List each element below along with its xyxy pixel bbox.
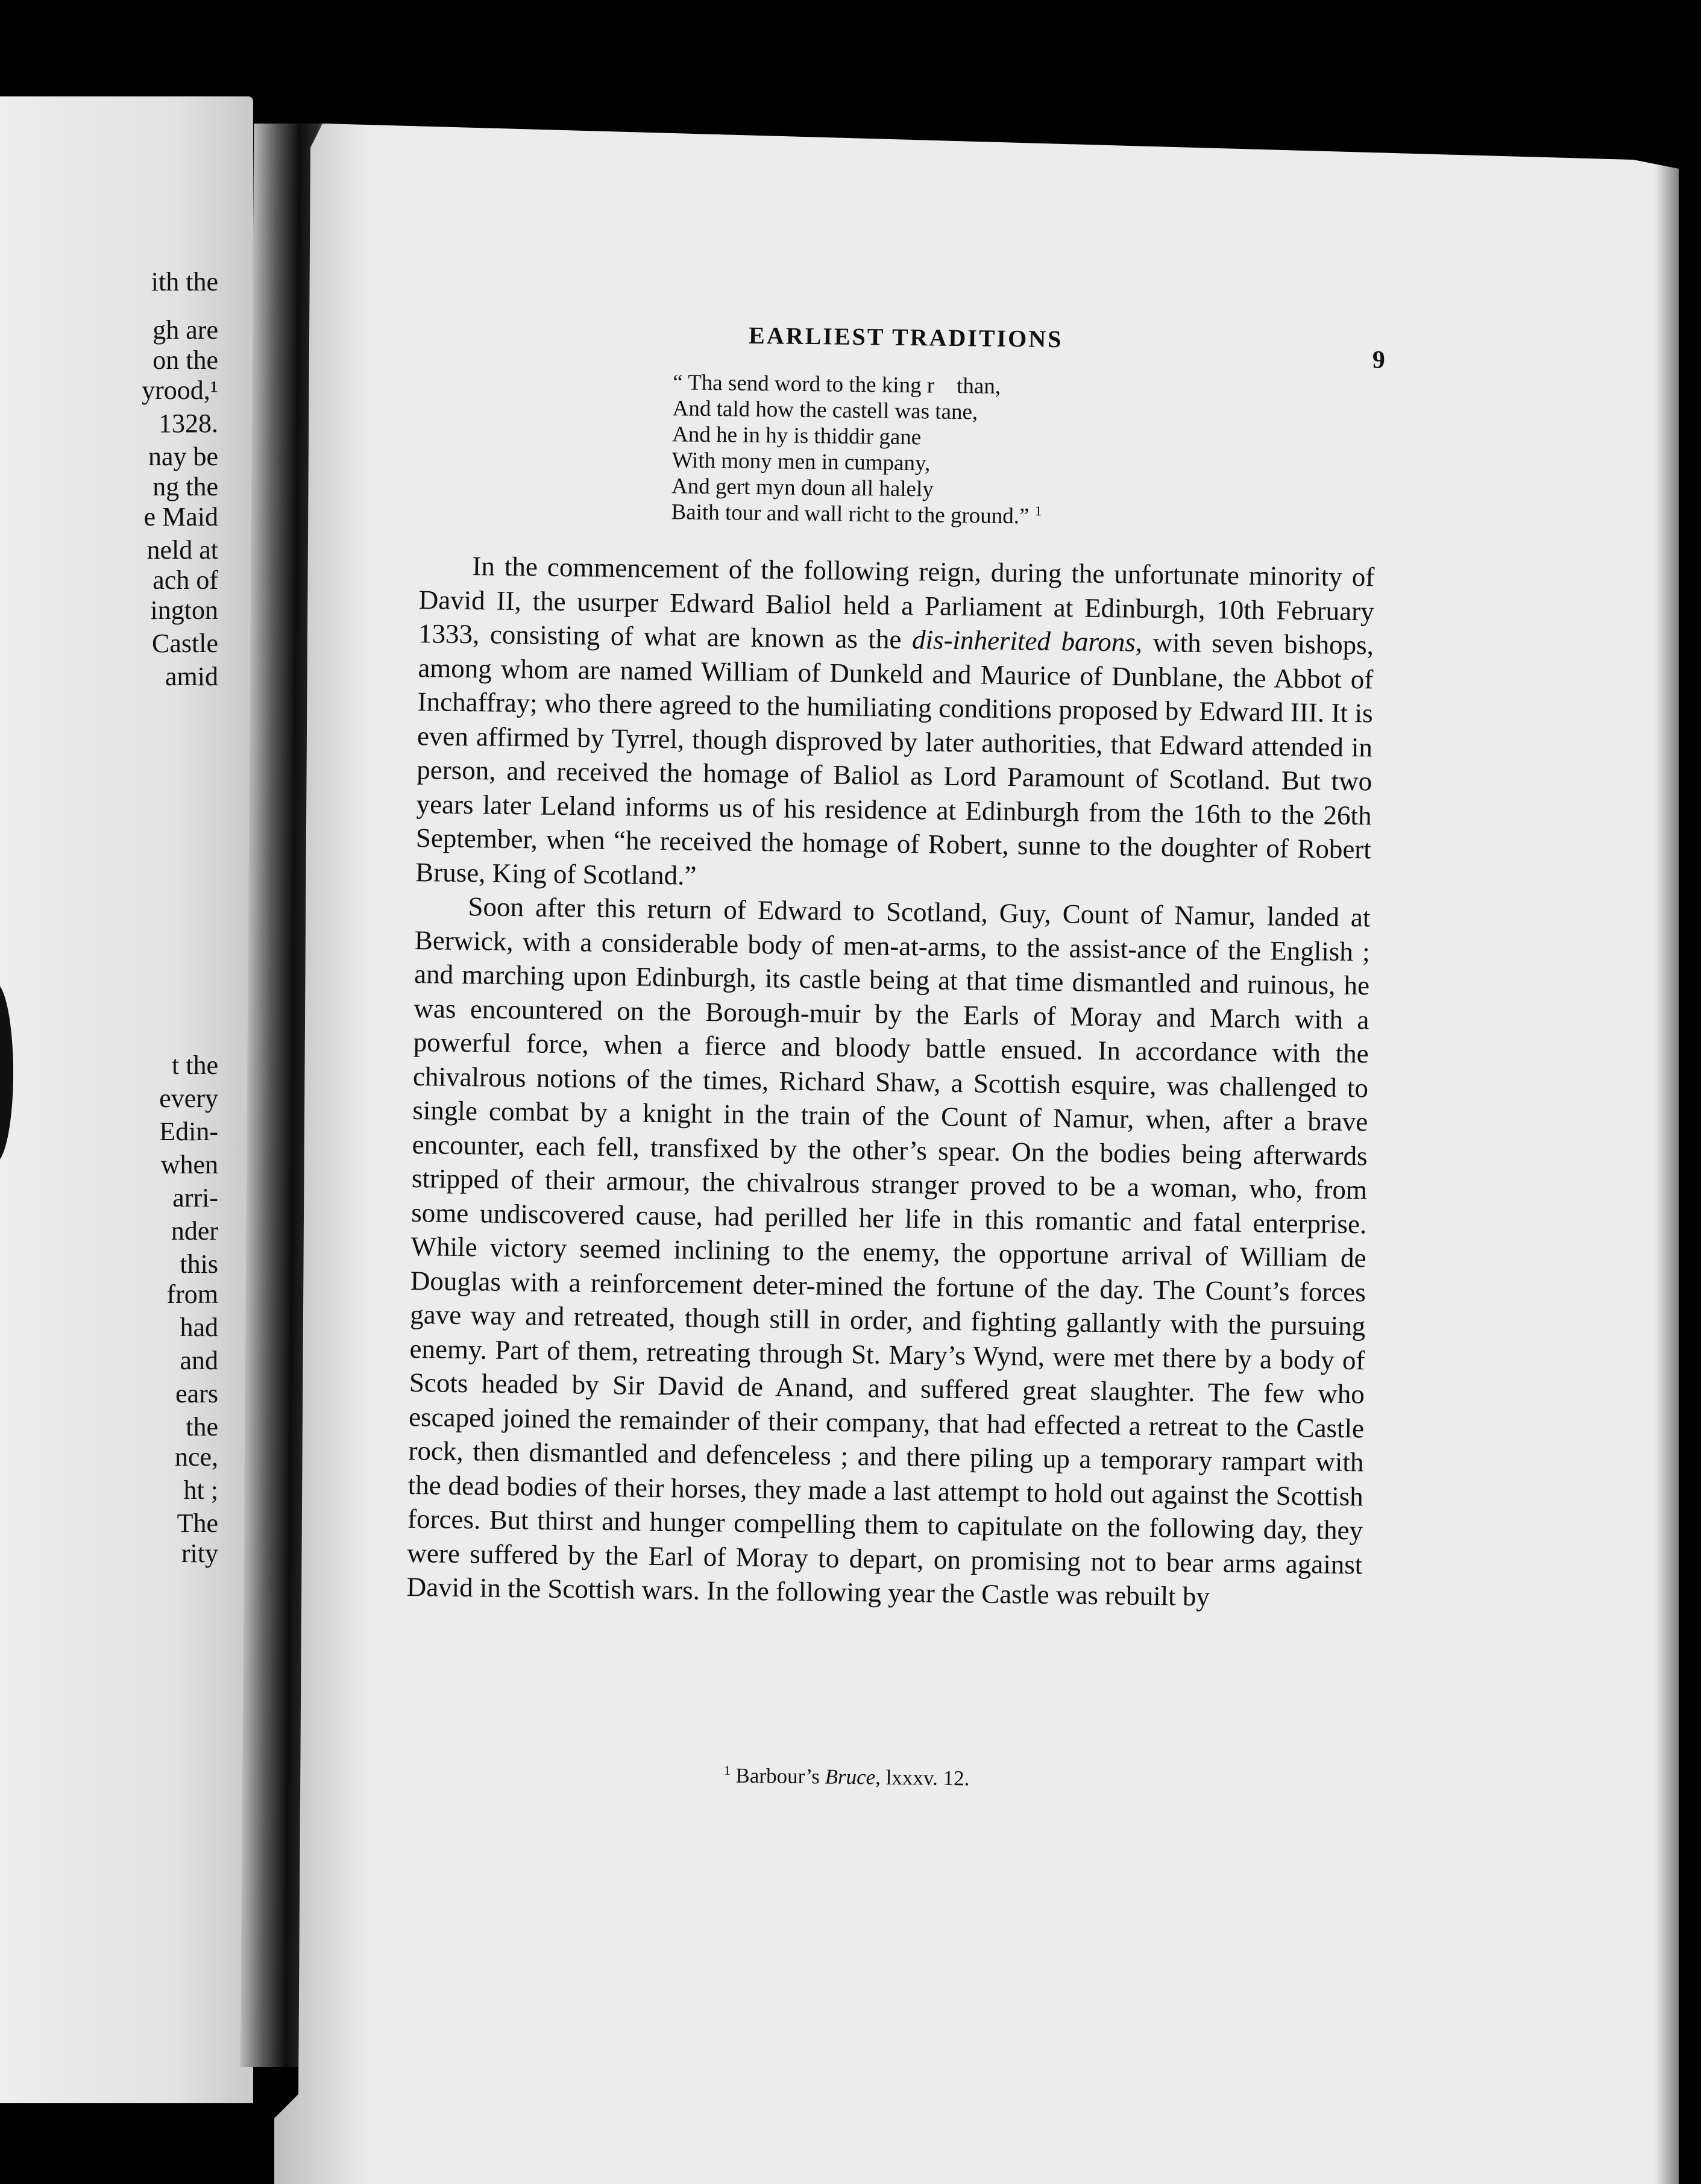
verse-line: With mony men in cumpany, bbox=[671, 448, 931, 476]
verse-line-text: Baith tour and wall richt to the ground.” bbox=[671, 500, 1030, 529]
footnote-title: Bruce bbox=[825, 1765, 876, 1789]
paragraph: Soon after this return of Edward to Scotland, Guy, Count of Namur, landed at Berwick, with a considerable body of men-at-arms, to the assist-ance of the English ; and marching upon Edinburgh, its castle being at that time dismantled and ruinous, he was encountered on the Borough-muir by the Earls of Moray and March with a powerful force, when a fierce and bloody battle ensued. In accordance with the chivalrous notions of the times, Richard Shaw, a Scottish esquire, was challenged to single combat by a knight in the train of the Count of Namur, when, after a brave encounter, each fell, transfixed by the other’s spear. On the bodies being afterwards stripped of their armour, the chivalrous stranger proved to be a woman, who, from some undiscovered cause, had perilled her life in this romantic and fatal enterprise. While victory seemed inclining to the enemy, the opportune arrival of William de Douglas with a reinforcement deter-mined the fortune of the day. The Count’s forces gave way and retreated, though still in order, and fighting gallantly with the pursuing enemy. Part of them, retreating through St. Mary’s Wynd, were met there by a body of Scots headed by Sir David de Anand, and suffered great slaughter. The few who escaped joined the remainder of their company, that had effected a retreat to the Castle rock, then dismantled and defenceless ; and there piling up a temporary rampart with the dead bodies of their horses, they made a last attempt to hold out against the Scottish forces. But thirst and hunger compelling them to capitulate on the following day, they were suffered by the Earl of Moray to depart, on promising not to bear arms against David in the Scottish wars. In the following year the Castle was rebuilt by bbox=[406, 891, 1371, 1612]
previous-page-line-fragment: The bbox=[177, 1508, 218, 1538]
previous-page-line-fragment: nder bbox=[171, 1216, 218, 1246]
previous-page-line-fragment: ng the bbox=[152, 472, 218, 501]
previous-page-line-fragment: arri- bbox=[172, 1183, 218, 1213]
verse-line: And tald how the castell was tane, bbox=[672, 396, 978, 425]
paragraph-text: In the commencement of the following reign, during the unfortunate minority of David II, the usurper Edward Baliol held a Parliament at Edinburgh, 10th February 1333, consisting of what are known as the bbox=[418, 551, 1375, 655]
previous-page-line-fragment: from bbox=[166, 1279, 218, 1309]
previous-page-line-fragment: ht ; bbox=[183, 1475, 218, 1505]
page-number: 9 bbox=[1372, 346, 1386, 374]
previous-page-line-fragment: had bbox=[180, 1313, 218, 1342]
previous-page-line-fragment: nce, bbox=[174, 1442, 218, 1472]
previous-page-line-fragment: e Maid bbox=[143, 502, 218, 532]
previous-page-line-fragment: this bbox=[180, 1249, 218, 1279]
verse-line: And he in hy is thiddir gane bbox=[671, 422, 922, 450]
previous-page-line-fragment: nay be bbox=[148, 442, 218, 471]
previous-page-line-fragment: every bbox=[159, 1084, 218, 1113]
previous-page-line-fragment: t the bbox=[172, 1050, 218, 1080]
footnote bbox=[724, 1763, 970, 1790]
verse-line-last bbox=[671, 499, 1042, 530]
previous-page-line-fragment: amid bbox=[165, 662, 218, 691]
verse-line: And gert myn doun all halely bbox=[671, 474, 934, 502]
paragraph-text: , with seven bishops, among whom are named William of Dunkeld and Maurice of Dunblane, the Abbot of Inchaffray; who there agreed to the humiliating conditions proposed by Edward III. It is even affirmed by Tyrrel, though disproved by later authorities, that Edward attended in person, and received the homage of Baliol as Lord Paramount of Scotland. But two years later Leland informs us of his residence at Edinburgh from the 16th to the 26th September, when “he received the homage of Robert, sunne to the doughter of Robert Bruse, King of Scotland.” bbox=[415, 627, 1374, 891]
previous-page-line-fragment: rity bbox=[181, 1539, 218, 1568]
running-head: EARLIEST TRADITIONS bbox=[748, 321, 1063, 353]
previous-page-line-fragment: neld at bbox=[146, 535, 218, 565]
previous-page-line-fragment: ington bbox=[150, 595, 218, 625]
previous-page-line-fragment: ith the bbox=[151, 267, 218, 297]
footnote-text: , lxxxv. 12. bbox=[875, 1765, 970, 1790]
previous-page-line-fragment: yrood,¹ bbox=[142, 375, 218, 405]
previous-page-line-fragment: on the bbox=[152, 345, 218, 375]
italic-term: dis-inherited barons bbox=[911, 624, 1136, 657]
footnote-marker: 1 bbox=[1034, 503, 1042, 519]
previous-page-line-fragment: gh are bbox=[152, 315, 218, 345]
previous-page-line-fragment: and bbox=[180, 1346, 218, 1375]
body-text bbox=[406, 548, 1374, 1616]
footnote-text: Barbour’s bbox=[735, 1763, 825, 1789]
verse-line: “ Tha send word to the king r​ than, bbox=[672, 370, 1001, 399]
previous-page-line-fragment: ears bbox=[175, 1379, 218, 1408]
previous-page-line-fragment: 1328. bbox=[159, 409, 218, 438]
previous-page-line-fragment: Castle bbox=[152, 629, 218, 658]
previous-page-line-fragment: the bbox=[186, 1412, 218, 1442]
previous-page-line-fragment: Edin- bbox=[159, 1117, 218, 1146]
previous-page-line-fragment: ach of bbox=[152, 565, 218, 595]
previous-page-line-fragment: when bbox=[160, 1150, 218, 1179]
paragraph bbox=[415, 548, 1375, 900]
verse-quotation bbox=[671, 369, 1043, 529]
footnote-marker: 1 bbox=[723, 1763, 731, 1778]
